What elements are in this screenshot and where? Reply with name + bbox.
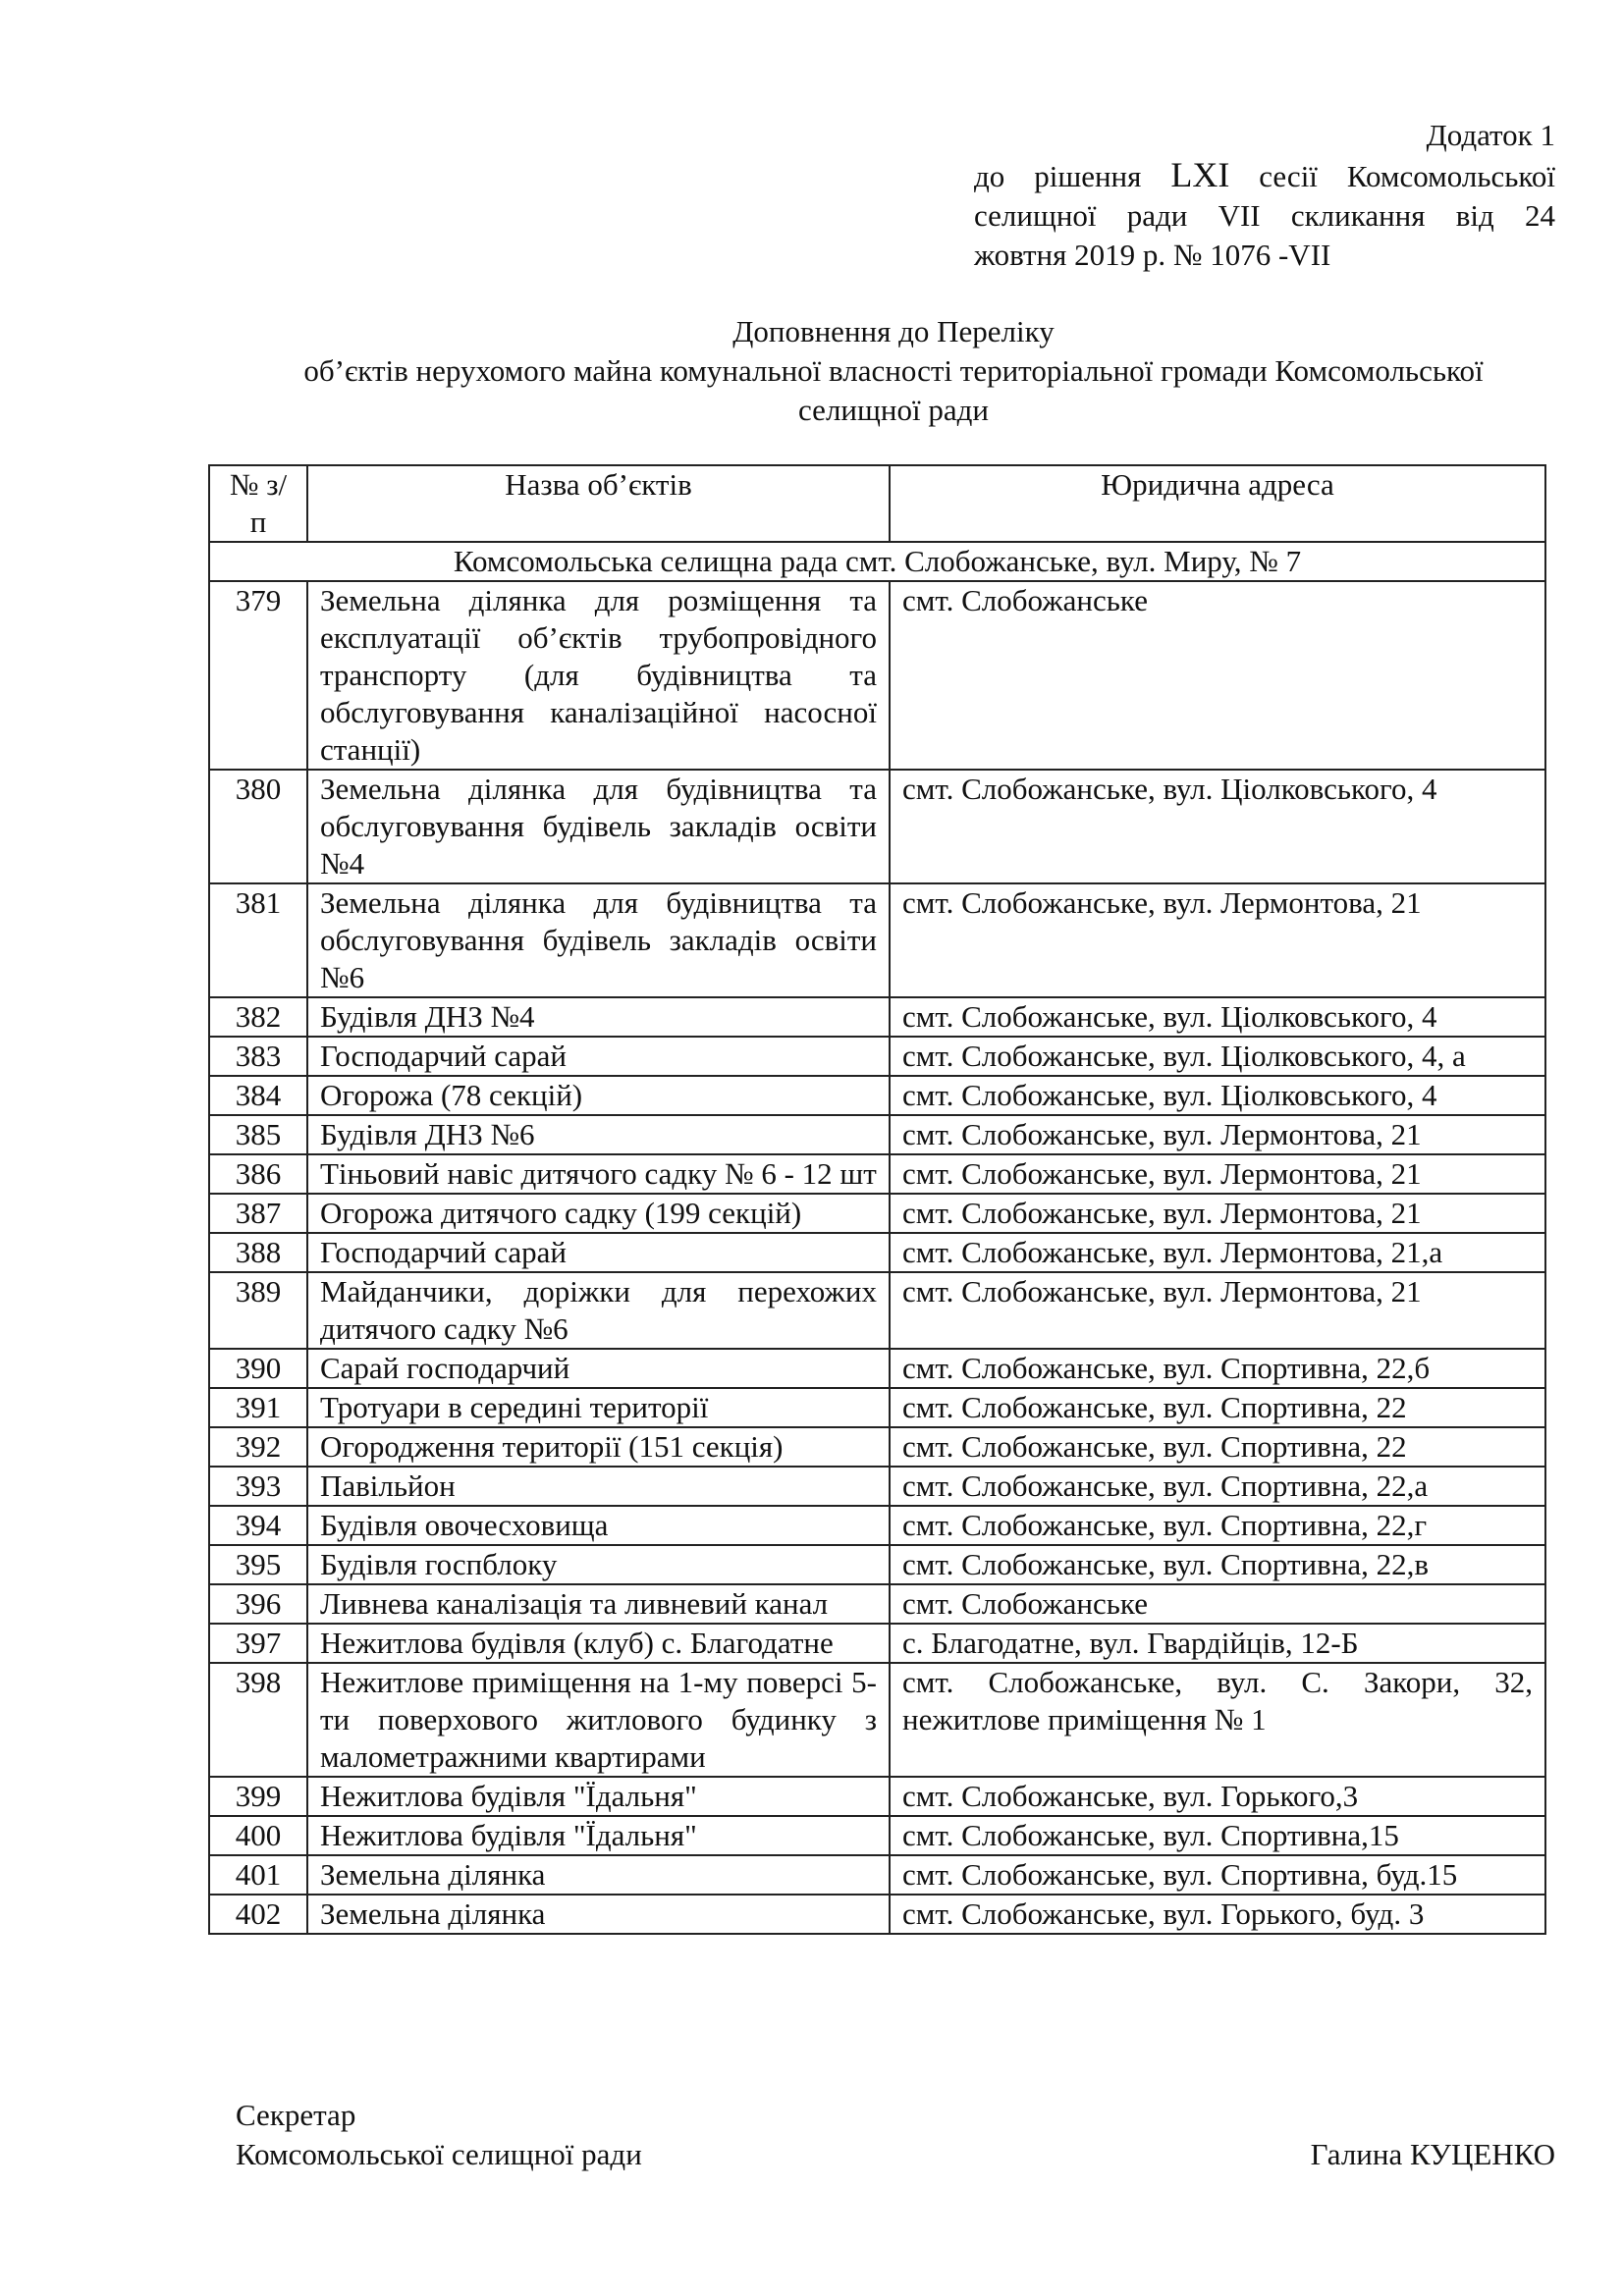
object-address: смт. Слобожанське, вул. Ціолковського, 4 — [890, 997, 1545, 1037]
object-name: Господарчий сарай — [307, 1233, 890, 1272]
signatory-role-line-1: Секретар — [236, 2098, 356, 2132]
table-row — [209, 1233, 1545, 1272]
object-name: Огорожа (78 секцій) — [307, 1076, 890, 1115]
table-row — [209, 1895, 1545, 1934]
object-name: Господарчий сарай — [307, 1037, 890, 1076]
object-name: Нежитлове приміщення на 1-му поверсі 5-ти поверхового житлового будинку з малометражними квартирами — [307, 1663, 890, 1777]
table-row — [209, 1037, 1545, 1076]
row-number: 401 — [209, 1855, 307, 1895]
object-address: смт. Слобожанське, вул. Спортивна, 22,а — [890, 1467, 1545, 1506]
table-row — [209, 770, 1545, 883]
row-number: 395 — [209, 1545, 307, 1584]
header-address: Юридична адреса — [890, 465, 1545, 542]
document-title — [196, 312, 1591, 430]
table-row — [209, 1467, 1545, 1506]
title-line-2: об’єктів нерухомого майна комунальної власності територіальної громади Комсомольської — [303, 353, 1484, 388]
object-address: смт. Слобожанське, вул. Спортивна, буд.15 — [890, 1855, 1545, 1895]
row-number: 397 — [209, 1624, 307, 1663]
object-address: смт. Слобожанське, вул. Спортивна, 22 — [890, 1388, 1545, 1427]
object-address: смт. Слобожанське, вул. С. Закори, 32, нежитлове приміщення № 1 — [890, 1663, 1545, 1777]
object-name: Тротуари в середині території — [307, 1388, 890, 1427]
table-row — [209, 1624, 1545, 1663]
signatory-role-line-2: Комсомольської селищної ради — [236, 2137, 642, 2171]
object-name: Огорожа дитячого садку (199 секцій) — [307, 1194, 890, 1233]
addendum-line-1-prefix: до рішення — [974, 159, 1171, 193]
row-number: 380 — [209, 770, 307, 883]
table-row — [209, 581, 1545, 770]
table-row — [209, 1506, 1545, 1545]
object-address: смт. Слобожанське, вул. Спортивна, 22,б — [890, 1349, 1545, 1388]
table-row — [209, 1584, 1545, 1624]
addendum-line-3: жовтня 2019 р. № 1076 -VII — [974, 238, 1331, 272]
table-row — [209, 1194, 1545, 1233]
signature-block — [236, 2096, 1555, 2174]
table-row — [209, 1076, 1545, 1115]
object-name: Майданчики, доріжки для перехожих дитячого садку №6 — [307, 1272, 890, 1349]
table-row — [209, 1855, 1545, 1895]
row-number: 393 — [209, 1467, 307, 1506]
session-number: LXI — [1170, 155, 1230, 194]
table-row — [209, 1349, 1545, 1388]
object-address: смт. Слобожанське, вул. Лермонтова, 21 — [890, 1154, 1545, 1194]
object-name: Тіньовий навіс дитячого садку № 6 - 12 шт — [307, 1154, 890, 1194]
object-address: смт. Слобожанське, вул. Ціолковського, 4, а — [890, 1037, 1545, 1076]
row-number: 381 — [209, 883, 307, 997]
object-address: смт. Слобожанське, вул. Спортивна, 22 — [890, 1427, 1545, 1467]
object-name: Будівля госпблоку — [307, 1545, 890, 1584]
object-name: Нежитлова будівля "Їдальня" — [307, 1816, 890, 1855]
object-name: Огородження території (151 секція) — [307, 1427, 890, 1467]
row-number: 384 — [209, 1076, 307, 1115]
object-address: смт. Слобожанське, вул. Горького, буд. 3 — [890, 1895, 1545, 1934]
object-address: смт. Слобожанське, вул. Горького,3 — [890, 1777, 1545, 1816]
object-address: смт. Слобожанське, вул. Лермонтова, 21 — [890, 1194, 1545, 1233]
table-row — [209, 1663, 1545, 1777]
object-address: смт. Слобожанське, вул. Спортивна,15 — [890, 1816, 1545, 1855]
addendum-block — [974, 116, 1555, 275]
title-line-1: Доповнення до Переліку — [732, 314, 1055, 348]
org-row — [209, 542, 1545, 581]
row-number: 388 — [209, 1233, 307, 1272]
objects-table — [208, 464, 1546, 1935]
addendum-line-1 — [974, 155, 1555, 196]
object-name: Ливнева каналізація та ливневий канал — [307, 1584, 890, 1624]
object-address: смт. Слобожанське, вул. Ціолковського, 4 — [890, 770, 1545, 883]
row-number: 390 — [209, 1349, 307, 1388]
object-name: Земельна ділянка — [307, 1895, 890, 1934]
row-number: 402 — [209, 1895, 307, 1934]
addendum-label: Додаток 1 — [1426, 118, 1555, 152]
row-number: 389 — [209, 1272, 307, 1349]
object-address: смт. Слобожанське, вул. Лермонтова, 21,а — [890, 1233, 1545, 1272]
title-line-3: селищної ради — [798, 393, 989, 427]
table-row — [209, 1816, 1545, 1855]
table-row — [209, 997, 1545, 1037]
object-address: смт. Слобожанське, вул. Спортивна, 22,г — [890, 1506, 1545, 1545]
row-number: 398 — [209, 1663, 307, 1777]
object-name: Будівля ДНЗ №6 — [307, 1115, 890, 1154]
table-row — [209, 1115, 1545, 1154]
object-name: Земельна ділянка для розміщення та експлуатації об’єктів трубопровідного транспорту (для будівництва та обслуговування каналізаційної насосної станції) — [307, 581, 890, 770]
table-row — [209, 1427, 1545, 1467]
row-number: 391 — [209, 1388, 307, 1427]
table-row — [209, 1272, 1545, 1349]
object-name: Земельна ділянка для будівництва та обслуговування будівель закладів освіти №6 — [307, 883, 890, 997]
object-name: Будівля ДНЗ №4 — [307, 997, 890, 1037]
table-row — [209, 1388, 1545, 1427]
row-number: 387 — [209, 1194, 307, 1233]
table-row — [209, 883, 1545, 997]
table-row — [209, 1154, 1545, 1194]
object-name: Будівля овочесховища — [307, 1506, 890, 1545]
object-name: Павільйон — [307, 1467, 890, 1506]
row-number: 396 — [209, 1584, 307, 1624]
row-number: 400 — [209, 1816, 307, 1855]
object-address: смт. Слобожанське — [890, 1584, 1545, 1624]
object-address: смт. Слобожанське — [890, 581, 1545, 770]
object-address: смт. Слобожанське, вул. Лермонтова, 21 — [890, 1115, 1545, 1154]
header-name: Назва об’єктів — [307, 465, 890, 542]
object-address: смт. Слобожанське, вул. Лермонтова, 21 — [890, 1272, 1545, 1349]
object-name: Земельна ділянка для будівництва та обслуговування будівель закладів освіти №4 — [307, 770, 890, 883]
table-row — [209, 1777, 1545, 1816]
table-body — [209, 542, 1545, 1934]
object-name: Нежитлова будівля "Їдальня" — [307, 1777, 890, 1816]
object-name: Сарай господарчий — [307, 1349, 890, 1388]
object-address: с. Благодатне, вул. Гвардійців, 12-Б — [890, 1624, 1545, 1663]
row-number: 394 — [209, 1506, 307, 1545]
row-number: 392 — [209, 1427, 307, 1467]
addendum-line-1-suffix: сесії Комсомольської — [1229, 159, 1555, 193]
table-row — [209, 1545, 1545, 1584]
table-header-row — [209, 465, 1545, 542]
object-name: Нежитлова будівля (клуб) с. Благодатне — [307, 1624, 890, 1663]
org-row-cell: Комсомольська селищна рада смт. Слобожанське, вул. Миру, № 7 — [209, 542, 1545, 581]
row-number: 383 — [209, 1037, 307, 1076]
signatory-name: Галина КУЦЕНКО — [1310, 2137, 1555, 2171]
row-number: 385 — [209, 1115, 307, 1154]
object-address: смт. Слобожанське, вул. Ціолковського, 4 — [890, 1076, 1545, 1115]
object-address: смт. Слобожанське, вул. Спортивна, 22,в — [890, 1545, 1545, 1584]
object-name: Земельна ділянка — [307, 1855, 890, 1895]
row-number: 382 — [209, 997, 307, 1037]
row-number: 399 — [209, 1777, 307, 1816]
object-address: смт. Слобожанське, вул. Лермонтова, 21 — [890, 883, 1545, 997]
row-number: 386 — [209, 1154, 307, 1194]
addendum-line-2: селищної ради VII скликання від 24 — [974, 198, 1555, 233]
row-number: 379 — [209, 581, 307, 770]
header-num: № з/п — [209, 465, 307, 542]
